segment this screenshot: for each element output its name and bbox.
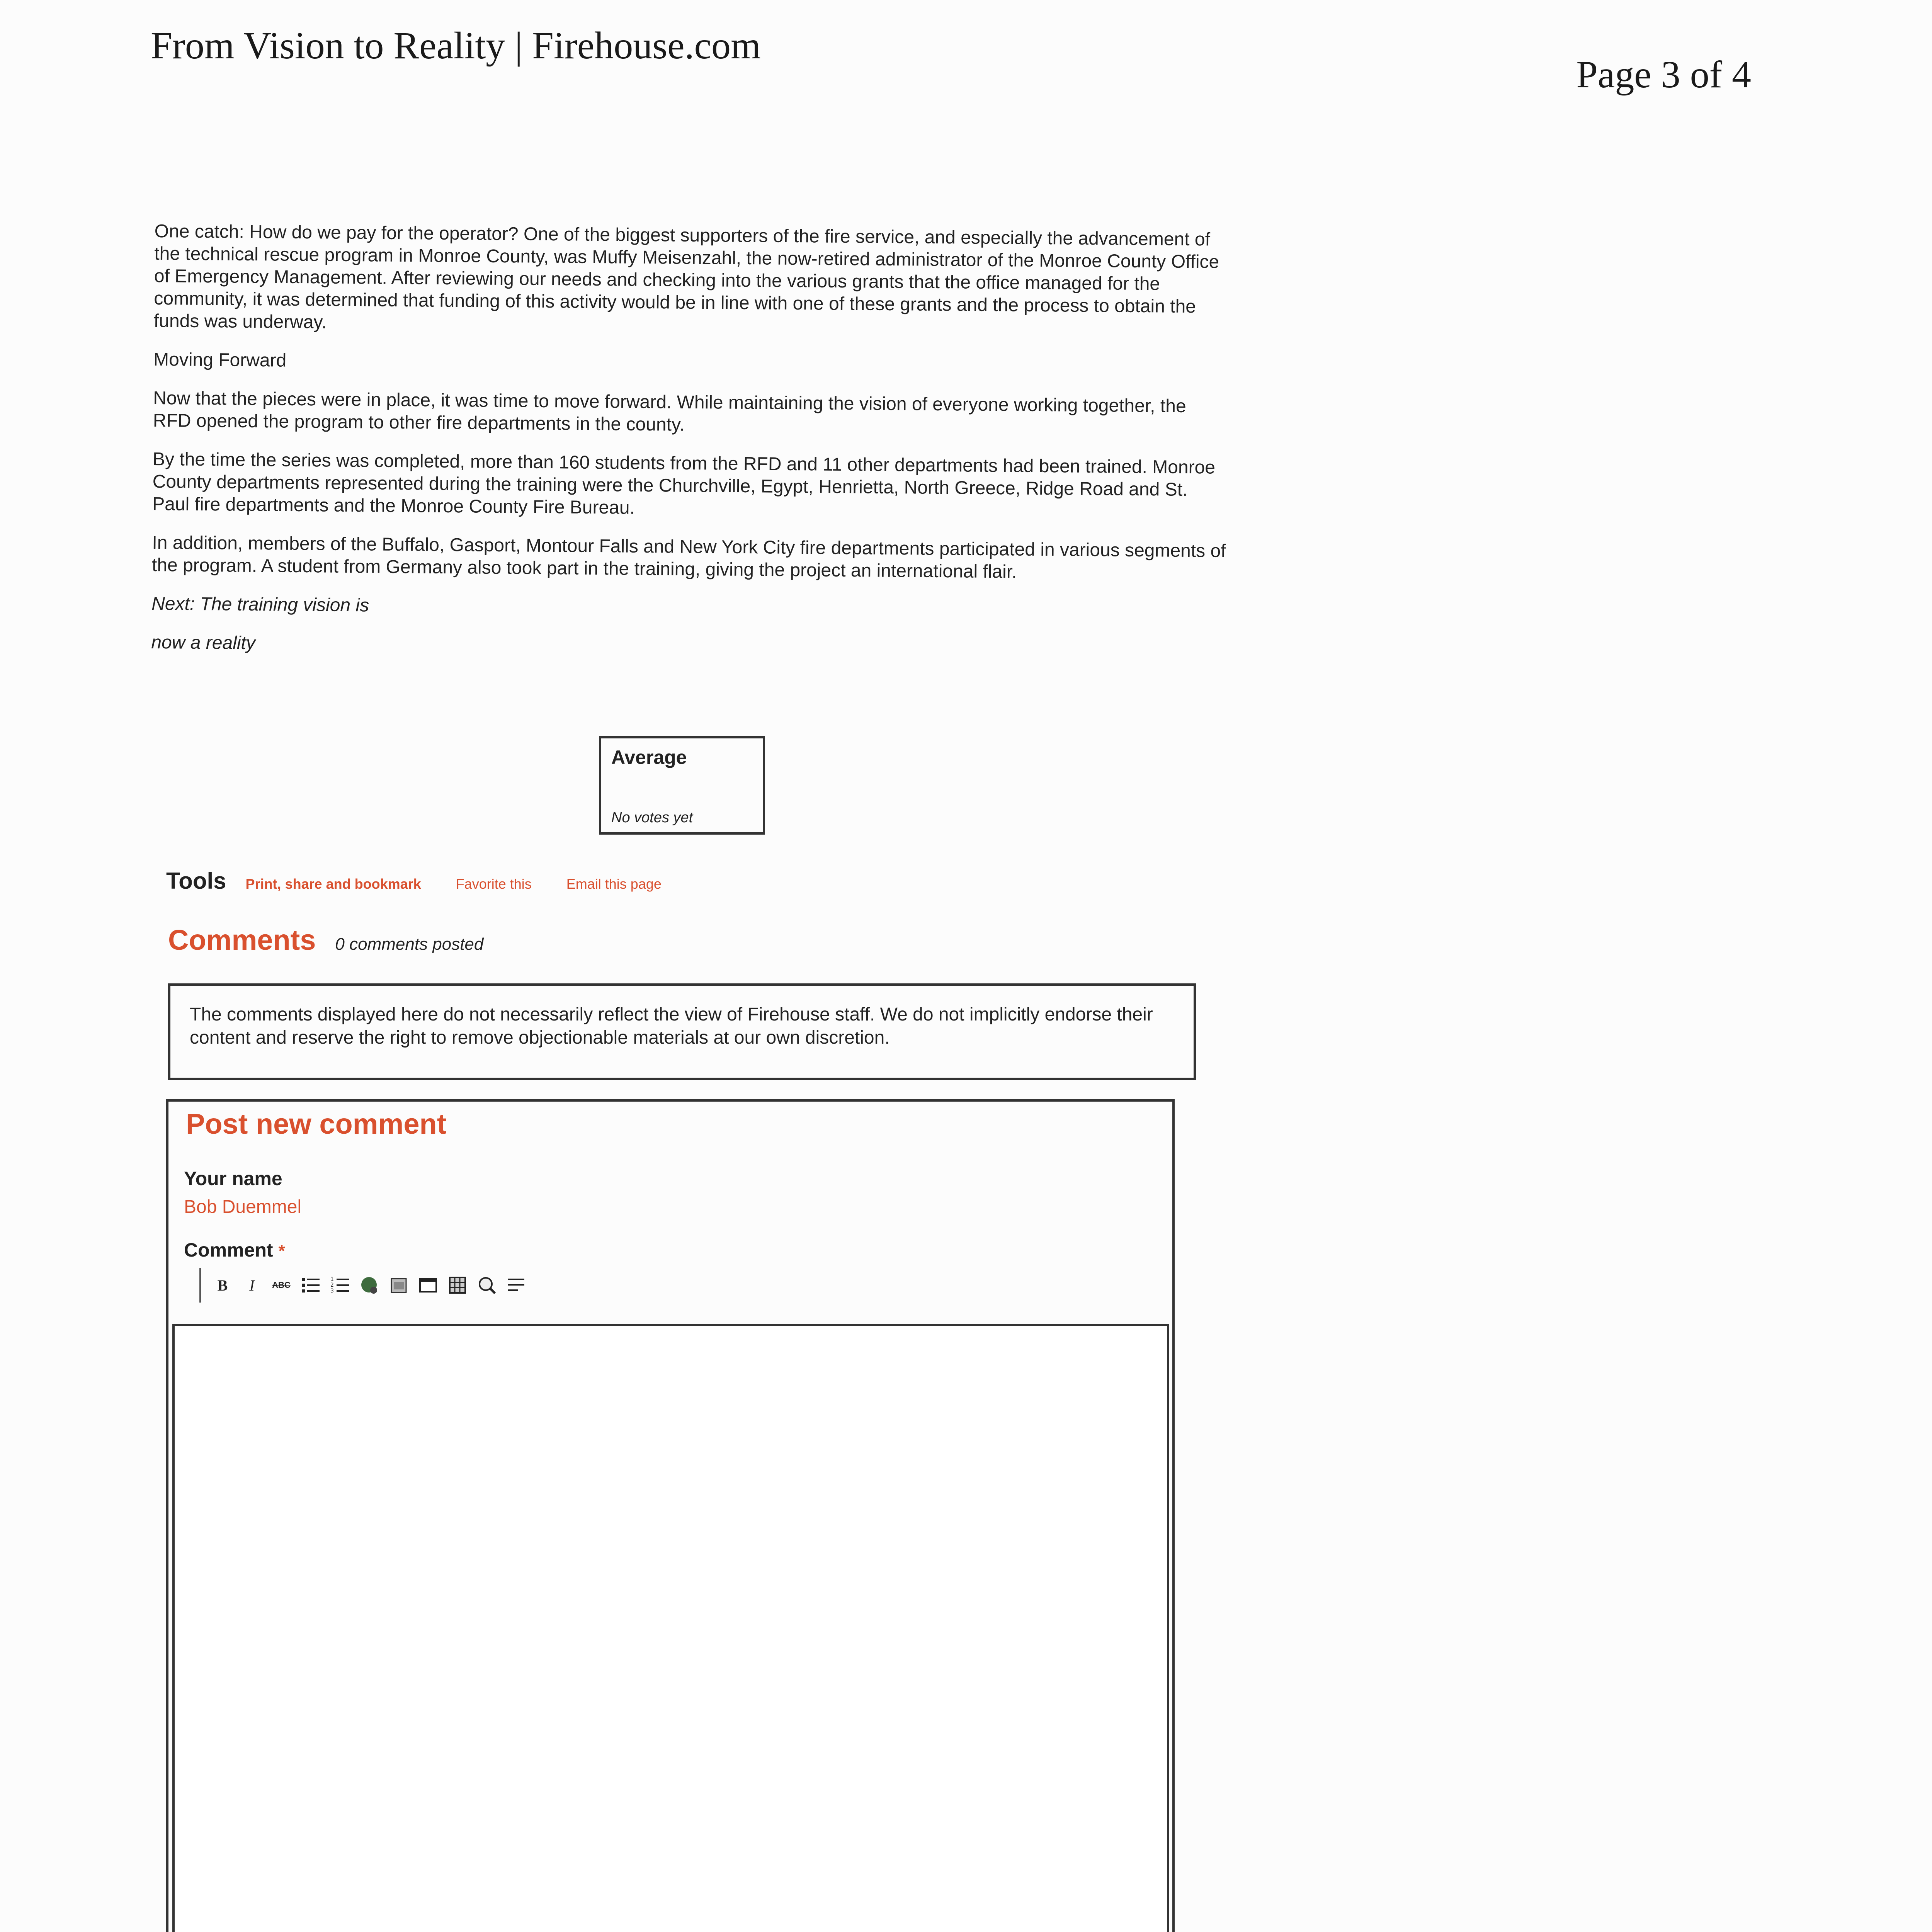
bulleted-list-icon[interactable] [301,1275,321,1295]
comments-count: 0 comments posted [335,935,484,954]
article-paragraph: One catch: How do we pay for the operator? One of the biggest supporters of the fire service, and especially the advancement of the technical rescue program in Monroe County, was Muffy Meisenzahl, the now-retired administrator of the Monroe County Office of Emergency Management. After reviewing our needs and checking into the various grants that the office managed for the community, it was determined that funding of this activity would be in line with one of these grants and the process to obtain the funds was underway. [153,221,1219,333]
comment-textarea[interactable] [172,1324,1169,1932]
document-title: From Vision to Reality | Firehouse.com [151,24,761,67]
window-icon[interactable] [418,1275,438,1295]
rating-widget[interactable] [599,736,765,835]
comments-disclaimer: The comments displayed here do not necessarily reflect the view of Firehouse staff. We do not implicitly endorse their content and reserve the right to remove objectionable materials at our own discretion. [168,983,1196,1080]
paragraph-icon[interactable] [506,1275,526,1295]
article-paragraph: By the time the series was completed, more than 160 students from the RFD and 11 other departments had been trained. Monroe County departments represented during the training were the Churchville, Egypt, Henrietta, North Greece, Ridge Road and St. Paul fire departments and the Monroe County Fire Bureau. [152,449,1216,518]
favorite-link[interactable]: Favorite this [456,876,532,892]
italic-icon[interactable]: I [249,1276,255,1294]
numbered-list-icon[interactable] [330,1275,350,1295]
article-body [151,220,1229,679]
table-icon[interactable] [447,1275,468,1295]
tools-bar [166,867,696,894]
print-share-bookmark-link[interactable]: Print, share and bookmark [245,876,421,892]
post-comment-title: Post new comment [186,1108,447,1140]
svg-text:3: 3 [330,1288,334,1294]
section-heading: Moving Forward [153,349,287,371]
rating-title: Average [611,747,687,768]
article-paragraph: Now that the pieces were in place, it was time to move forward. While maintaining the vision of everyone working together, the RFD opened the program to other fire departments in the county. [153,388,1186,435]
article-paragraph: In addition, members of the Buffalo, Gasport, Montour Falls and New York City fire departments participated in various segments of the program. A student from Germany also took part in the training, giving the project an international flair. [151,532,1226,582]
required-marker: * [278,1242,285,1260]
name-label: Your name [184,1168,282,1189]
image-icon[interactable] [389,1275,409,1295]
link-icon[interactable] [359,1275,379,1295]
comment-label-text: Comment [184,1239,273,1261]
post-comment-form [166,1099,1175,1932]
rating-votes: No votes yet [611,810,693,826]
next-article-line-2: now a reality [151,632,256,654]
comments-title: Comments [168,924,316,956]
zoom-icon[interactable] [477,1275,497,1295]
name-value[interactable]: Bob Duemmel [184,1197,302,1217]
svg-text:1: 1 [330,1276,334,1282]
bold-icon[interactable]: B [217,1276,228,1294]
spellcheck-icon[interactable]: ABC [272,1280,291,1290]
tools-label: Tools [166,868,226,894]
comment-label [184,1239,285,1261]
editor-toolbar [199,1268,536,1303]
next-article-line: Next: The training vision is [151,593,369,616]
page-number: Page 3 of 4 [1576,53,1751,96]
comments-header [168,923,483,956]
svg-text:2: 2 [330,1282,334,1288]
email-page-link[interactable]: Email this page [566,876,662,892]
